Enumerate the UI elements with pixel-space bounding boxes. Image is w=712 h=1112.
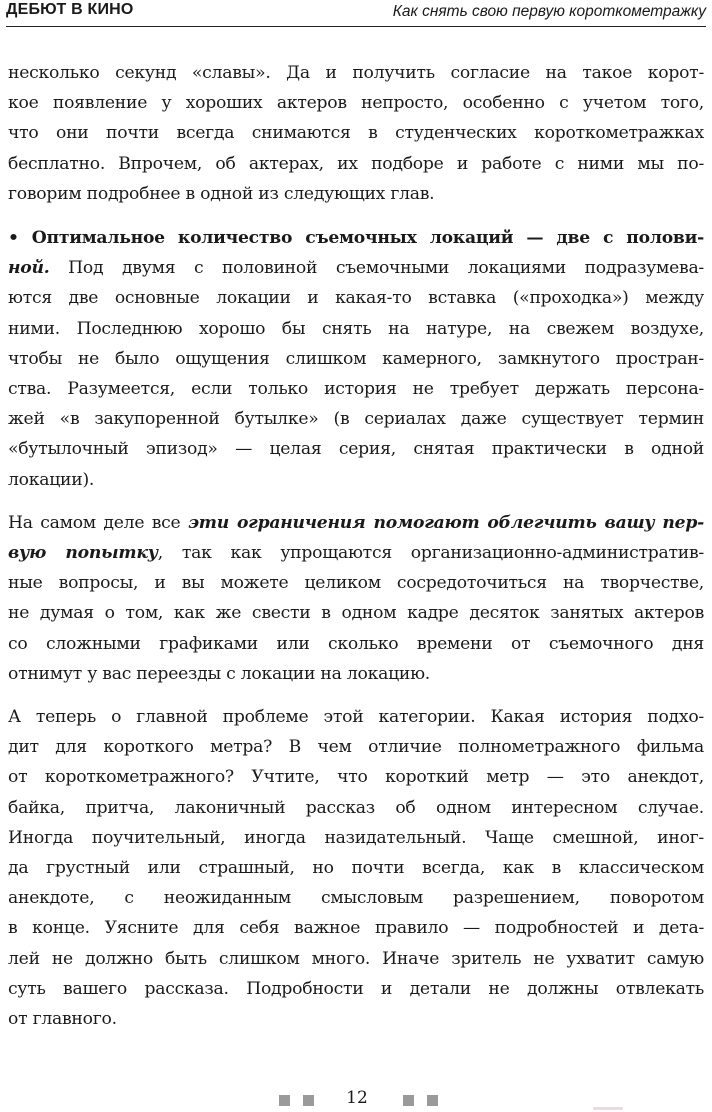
text-line (8, 538, 704, 568)
body-text: байка, притча, лаконичный рассказ об одном интересном случае. (8, 797, 704, 818)
body-text: не думая о том, как же свести в одном кадре десяток занятых актеров (8, 603, 704, 624)
text-line (8, 1004, 704, 1034)
text-line (8, 223, 704, 253)
text-line (8, 974, 704, 1004)
body-text: На самом деле все (8, 512, 188, 533)
emphasized-text: вую попытку (8, 543, 158, 564)
footer-ornament-square (403, 1095, 414, 1106)
body-text: от главного. (8, 1009, 117, 1030)
text-line (8, 88, 704, 118)
chapter-title: Как снять свою первую короткометражку (392, 3, 706, 20)
paragraph (8, 223, 704, 495)
body-text: несколько секунд «славы». Да и получить согласие на такое корот- (8, 63, 704, 83)
faint-stamp-mark (593, 1107, 623, 1110)
body-text: кое появление у хороших актеров непросто, особенно с учетом того, (8, 93, 704, 114)
body-text: ними. Последнюю хорошо бы снять на натуре, на свежем воздухе, (8, 318, 704, 339)
body-text: Под двумя с половиной съемочными локациями подразумева- (49, 258, 704, 279)
paragraph (8, 508, 704, 689)
body-text: ные вопросы, и вы можете целиком сосредоточиться на творчестве, (8, 573, 704, 594)
text-line (8, 883, 704, 913)
text-line (8, 374, 704, 404)
body-text: локации). (8, 469, 95, 490)
emphasized-text: • Оптимальное количество съемочных локаций — две с полови- (8, 228, 704, 249)
text-line (8, 823, 704, 853)
body-text: да грустный или страшный, но почти всегда, как в классическом (8, 858, 704, 879)
body-text: отнимут у вас переезды с локации на локацию. (8, 663, 431, 684)
page-body (8, 58, 704, 1047)
text-line (8, 853, 704, 883)
body-text: говорим подробнее в одной из следующих глав. (8, 183, 435, 204)
text-line (8, 913, 704, 943)
body-text: анекдоте, с неожиданным смысловым разрешением, поворотом (8, 888, 704, 909)
body-text: чтобы не было ощущения слишком камерного, замкнутого простран- (8, 348, 704, 369)
text-line (8, 179, 704, 209)
text-line (8, 404, 704, 434)
text-line (8, 793, 704, 823)
body-text: что они почти всегда снимаются в студенческих короткометражках (8, 123, 704, 144)
text-line (8, 944, 704, 974)
body-text: жей «в закупоренной бутылке» (в сериалах даже существует термин (8, 409, 704, 430)
text-line (8, 434, 704, 464)
text-line (8, 508, 704, 538)
paragraph (8, 702, 704, 1034)
body-text: Иногда поучительный, иногда назидательный. Чаще смешной, иног- (8, 827, 704, 848)
text-line (8, 629, 704, 659)
body-text: бесплатно. Впрочем, об актерах, их подборе и работе с ними мы по- (8, 153, 704, 174)
page-number: 12 (346, 1088, 368, 1108)
text-line (8, 568, 704, 598)
emphasized-text: эти ограничения помогают облегчить вашу пер- (187, 512, 704, 533)
text-line (8, 149, 704, 179)
text-line (8, 253, 704, 283)
body-text: в конце. Уясните для себя важное правило — подробностей и дета- (8, 918, 704, 939)
body-text: , так как упрощаются организационно-административ- (157, 543, 704, 564)
text-line (8, 283, 704, 313)
footer-ornament-square (279, 1095, 290, 1106)
footer-ornament-square (427, 1095, 438, 1106)
text-line (8, 762, 704, 792)
text-line (8, 732, 704, 762)
text-line (8, 118, 704, 148)
body-text: дит для короткого метра? В чем отличие полнометражного фильма (8, 737, 704, 758)
body-text: А теперь о главной проблеме этой категории. Какая история подхо- (8, 707, 704, 728)
text-line (8, 598, 704, 628)
body-text: лей не должно быть слишком много. Иначе зритель не ухватит самую (8, 948, 704, 969)
text-line (8, 659, 704, 689)
book-title: ДЕБЮТ В КИНО (6, 1, 134, 18)
text-line (8, 314, 704, 344)
body-text: «бутылочный эпизод» — целая серия, снятая практически в одной (8, 439, 704, 460)
body-text: ства. Разумеется, если только история не требует держать персона- (8, 379, 704, 400)
emphasized-text: ной. (8, 258, 50, 279)
text-line (8, 702, 704, 732)
text-line (8, 344, 704, 374)
body-text: от короткометражного? Учтите, что короткий метр — это анекдот, (8, 767, 704, 788)
body-text: со сложными графиками или сколько времени от съемочного дня (8, 633, 704, 654)
body-text: суть вашего рассказа. Подробности и детали не должны отвлекать (8, 978, 704, 999)
running-head (6, 0, 706, 27)
text-line (8, 465, 704, 495)
body-text: ются две основные локации и какая-то вставка («проходка») между (8, 288, 704, 309)
footer-ornament-square (303, 1095, 314, 1106)
text-line (8, 58, 704, 88)
paragraph (8, 58, 704, 209)
